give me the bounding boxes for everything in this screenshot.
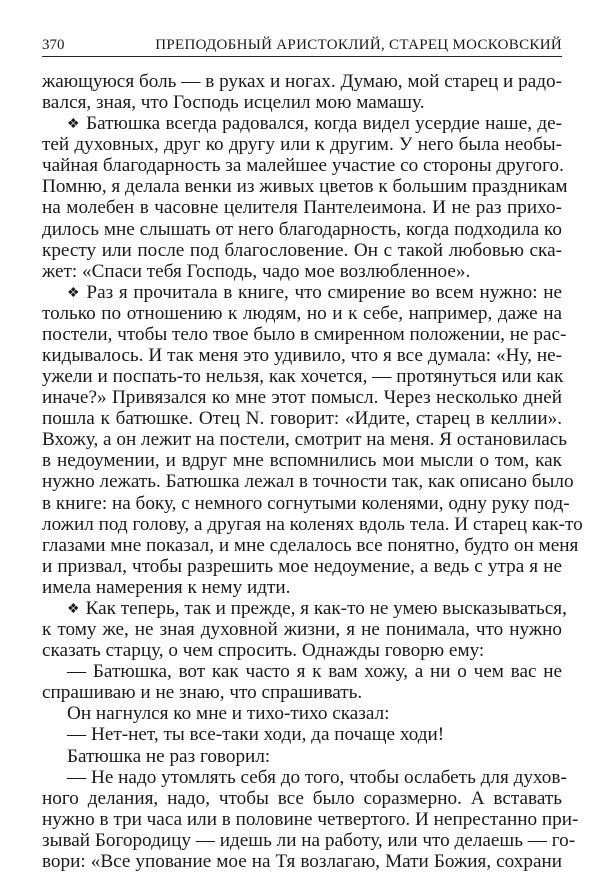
text-line bbox=[42, 303, 562, 324]
running-title: ПРЕПОДОБНЫЙ АРИСТОКЛИЙ, СТАРЕЦ МОСКОВСКИЙ bbox=[155, 37, 562, 53]
text-line bbox=[42, 513, 583, 535]
text-line bbox=[42, 724, 562, 745]
text-line bbox=[42, 155, 562, 176]
text-line bbox=[42, 176, 568, 198]
running-header bbox=[42, 32, 562, 57]
text-line-content: кидывалось. И так меня это удивило, что я все думала: «Ну, не- bbox=[42, 345, 562, 367]
text-line-content: ного делания, надо, чтобы все было соразмерно. А вставать bbox=[42, 787, 562, 809]
text-line-content: — Не надо утомлять себя до того, чтобы ослабеть для духов- bbox=[67, 766, 567, 788]
text-line-content: нужно лежать. Батюшка лежал в точности так, как описано было bbox=[42, 471, 574, 493]
text-line bbox=[42, 113, 562, 134]
text-line bbox=[42, 429, 568, 451]
text-line bbox=[42, 682, 562, 703]
text-line bbox=[42, 808, 579, 830]
page-number: 370 bbox=[42, 37, 65, 53]
text-line-content: постели, чтобы тело твое было в смиренном положении, не рас- bbox=[42, 323, 567, 345]
text-line bbox=[42, 450, 562, 471]
text-line bbox=[42, 197, 562, 218]
text-line bbox=[42, 577, 562, 598]
text-line bbox=[42, 640, 562, 661]
text-line-content: Он нагнулся ко мне и тихо-тихо сказал: bbox=[67, 703, 390, 725]
text-line-content: зывай Богородицу — идешь ли на работу, или что делаешь — го- bbox=[42, 829, 576, 851]
text-line-content: иначе?» Привязался ко мне этот помысл. Через несколько дней bbox=[42, 387, 562, 409]
text-line-content: имела намерения к нему идти. bbox=[42, 576, 291, 598]
text-line bbox=[42, 240, 562, 261]
text-line-content: дилось мне слышать от него благодарность, когда подходила ко bbox=[42, 218, 562, 240]
text-line-content: Батюшка всегда радовался, когда видел усердие наше, де- bbox=[86, 113, 562, 135]
text-line-content: только по отношению к людям, но и к себе, например, даже на bbox=[42, 302, 562, 324]
text-line-content: на молебен в часовне целителя Пантелеимона. И не раз прихо- bbox=[42, 197, 562, 219]
text-line bbox=[42, 851, 562, 872]
text-line-content: ложил под голову, а другая на коленях вдоль тела. И старец как-то bbox=[42, 513, 583, 535]
text-line bbox=[42, 282, 562, 303]
text-line-content: и призвал, чтобы разрешить мое недоумение, а ведь с утра я не bbox=[42, 555, 562, 577]
text-line-content: глазами мне показал, и мне сделалось все понятно, будто он меня bbox=[42, 534, 579, 556]
text-line bbox=[42, 746, 562, 767]
text-line-content: Раз я прочитала в книге, что смирение во всем нужно: не bbox=[86, 281, 562, 303]
text-line bbox=[42, 219, 562, 240]
text-line-content: Батюшка не раз говорил: bbox=[67, 745, 271, 767]
text-line-content: чайная благодарность за малейшее участие со стороны другого. bbox=[42, 155, 564, 177]
page-body-text bbox=[42, 71, 583, 872]
paragraph-ornament-icon: ❖ bbox=[67, 117, 81, 133]
text-line-content: вался, зная, что Господь исцелил мою мамашу. bbox=[42, 92, 425, 114]
text-line bbox=[42, 492, 570, 514]
text-line-content: жет: «Спаси тебя Господь, чадо мое возлюбленное». bbox=[42, 260, 471, 282]
text-line-content: пошла к батюшке. Отец N. говорит: «Идите, старец в келлии». bbox=[42, 408, 562, 430]
text-line bbox=[42, 556, 562, 577]
text-line bbox=[42, 261, 562, 282]
text-line bbox=[42, 408, 562, 429]
paragraph-ornament-icon: ❖ bbox=[67, 285, 81, 301]
text-line-content: Помню, я делала венки из живых цветов к большим праздникам bbox=[42, 176, 568, 198]
text-line-content: вори: «Все упование мое на Тя возлагаю, Мати Божия, сохрани bbox=[42, 850, 562, 872]
text-line-content: — Нет-нет, ты все-таки ходи, да почаще ходи! bbox=[67, 724, 445, 746]
text-line bbox=[42, 534, 579, 556]
text-line bbox=[42, 323, 567, 345]
text-line-content: кресту или после под благословение. Он с такой любовью ска- bbox=[42, 239, 562, 261]
text-line-content: тей духовных, друг ко другу или к другим. У него была необы- bbox=[42, 134, 562, 156]
text-line-content: ужели и поспать-то нельзя, как хочется, — протянуться или как bbox=[42, 366, 564, 388]
text-line bbox=[42, 92, 562, 113]
text-line bbox=[42, 829, 576, 851]
text-line-content: спрашиваю и не знаю, что спрашивать. bbox=[42, 682, 363, 704]
text-line bbox=[42, 788, 562, 809]
text-line-content: в книге: на боку, с немного согнутыми коленями, одну руку под- bbox=[42, 492, 570, 514]
text-line-content: в недоумении, и вдруг мне вспомнились мои мысли о том, как bbox=[42, 450, 562, 472]
text-line bbox=[42, 345, 562, 366]
text-line-content: — Батюшка, вот как часто я к вам хожу, а ни о чем вас не bbox=[67, 661, 562, 683]
text-line bbox=[42, 471, 574, 493]
text-line-content: нужно в три часа или в половине четвертого. И непрестанно при- bbox=[42, 808, 579, 830]
text-line-content: сказать старцу, о чем спросить. Однажды говорю ему: bbox=[42, 640, 485, 662]
text-line-content: к тому же, не зная духовной жизни, я не понимала, что нужно bbox=[42, 619, 562, 641]
text-line bbox=[42, 661, 562, 682]
paragraph-ornament-icon: ❖ bbox=[67, 601, 80, 617]
text-line bbox=[42, 134, 562, 155]
text-line bbox=[42, 366, 562, 387]
text-line bbox=[42, 619, 562, 640]
text-line-content: Вхожу, а он лежит на постели, смотрит на меня. Я остановилась bbox=[42, 429, 568, 451]
text-line bbox=[42, 71, 562, 92]
text-line bbox=[42, 387, 562, 408]
text-line bbox=[42, 703, 562, 724]
text-line-content: жающуюся боль — в руках и ногах. Думаю, мой старец и радо- bbox=[42, 71, 562, 92]
text-line-content: Как теперь, так и прежде, я как-то не умею высказываться, bbox=[85, 597, 567, 619]
text-line bbox=[42, 766, 567, 788]
text-line bbox=[42, 597, 567, 619]
